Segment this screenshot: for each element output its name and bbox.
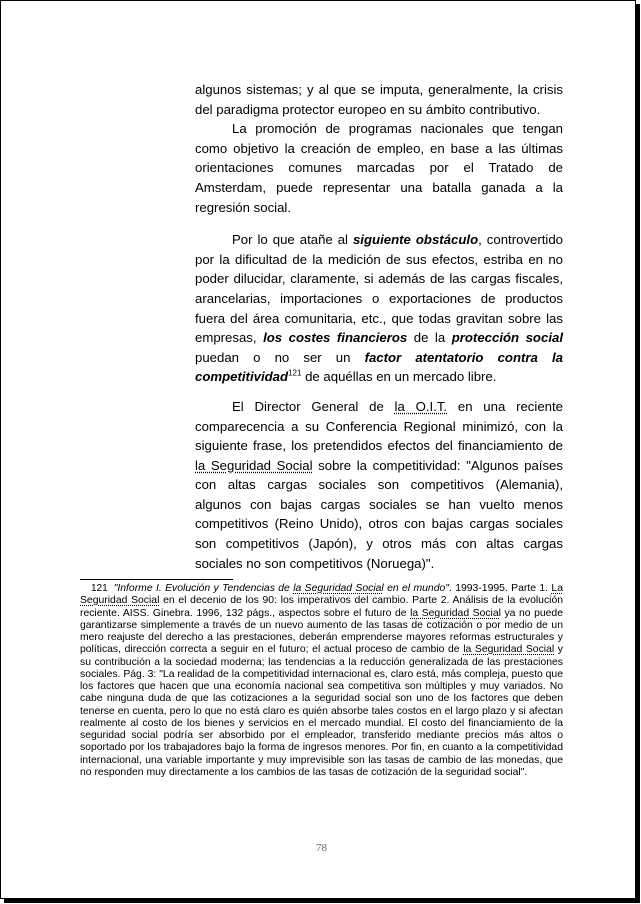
- emphasis-competitiveness: factor atentatorio contra la competitividad: [195, 349, 563, 385]
- underlined-term: la Seguridad Social: [410, 607, 501, 619]
- text-span: sobre la competitividad: "Algunos países con altas cargas sociales son competitivos (Alemania), algunos con bajas cargas sociales se han vuelto menos competitivos (Reino Unido), otros con bajas cargas sociales son competitivos (Japón), y otros más con altas cargas sociales no son competitivos (Noruega)".: [195, 457, 563, 571]
- text-span: puedan o no ser un: [195, 349, 365, 365]
- paragraph-1: algunos sistemas; y al que se imputa, generalmente, la crisis del paradigma protector europeo en su ámbito contributivo.: [195, 82, 563, 117]
- paragraph-4: [195, 397, 563, 573]
- text-span: ya no puede garantizarse simplemente a través de un nuevo aumento de las tasas de cotización o por medio de un mero reajuste del derecho a las prestaciones, deberán emprenderse mayores reformas estructurales y políticas, dirección correcta a seguir en el futuro; el actual proceso de cambio de: [80, 607, 563, 656]
- paragraph-3: [195, 230, 563, 387]
- emphasis-obstacle: siguiente obstáculo: [352, 232, 479, 248]
- underlined-term: la Seguridad Social: [293, 583, 384, 594]
- text-span: en una reciente comparecencia a su Conferencia Regional minimizó, con la siguiente frase, los pretendidos efectos del financiamiento de: [195, 398, 563, 454]
- text-span: . 1993-1995. Parte 1.: [448, 583, 552, 594]
- text-span: , controvertido por la dificultad de la medición de sus efectos, estriba en no poder dilucidar, claramente, si además de las cargas fiscales, arancelarias, importaciones o exportaciones de productos fuera del área comunitaria, etc., que todas gravitan sobre las empresas,: [195, 232, 564, 346]
- page-number: 78: [316, 842, 327, 854]
- underlined-term: la Seguridad Social: [195, 457, 313, 473]
- text-span: Por lo que atañe al: [232, 232, 353, 248]
- body-text: [195, 80, 563, 573]
- text-span: de la: [407, 330, 452, 346]
- footnote-number: 121: [91, 583, 108, 594]
- paragraph-2: La promoción de programas nacionales que tengan como objetivo la creación de empleo, en base a las últimas orientaciones comunes marcadas por el Tratado de Amsterdam, puede representar una batalla ganada a la regresión social.: [195, 121, 563, 215]
- footnote-title: [114, 583, 449, 594]
- text-span: "Informe I. Evolución y Tendencias de: [113, 583, 294, 594]
- emphasis-financial-costs: los costes financieros: [263, 330, 408, 346]
- text-span: y su contribución a la sociedad moderna; las tendencias a la reducción generalizada de las prestaciones sociales. Pág. 3: "La realidad de la competitividad internacional es, claro está, más compleja, puesto que los factores que hacen que una economía nacional sea competitiva son múltiples y muy variados. No cabe ninguna duda de que las cotizaciones a la seguridad social son uno de los factores que deben tenerse en cuenta, pero lo que no está claro es quién absorbe tales costos en el largo plazo y si afectan realmente al costo de los bienes y servicios en el mercado mundial. El costo del financiamiento de la seguridad social podría ser absorbido por el empleador, transferido mediante precios más altos o soportado por los trabajadores bajo la forma de ingresos menores. Por fin, en cuanto a la competitividad internacional, una variable importante y muy imprevisible son las tasas de cambio de las monedas, que no responden muy directamente a los cambios de las tasas de cotización de la seguridad social".: [80, 644, 563, 778]
- underlined-term: La Seguridad Social: [80, 583, 563, 607]
- text-span: de aquéllas en un mercado libre.: [301, 369, 497, 385]
- underlined-term: la O.I.T.: [394, 398, 448, 414]
- footnote-separator: [80, 579, 233, 580]
- underlined-term: la Seguridad Social: [463, 644, 555, 656]
- emphasis-social-protection: protección social: [451, 330, 563, 346]
- footnote-121: [80, 583, 563, 779]
- text-span: en el decenio de los 90: los imperativos del cambio. Parte 2. Análisis de la evolución reciente. AISS. Ginebra. 1996, 132 págs., aspectos sobre el futuro de: [80, 595, 564, 619]
- footnote-reference[interactable]: 121: [288, 368, 302, 378]
- text-span: en el mundo": [383, 583, 449, 594]
- text-span: El Director General de: [232, 398, 395, 414]
